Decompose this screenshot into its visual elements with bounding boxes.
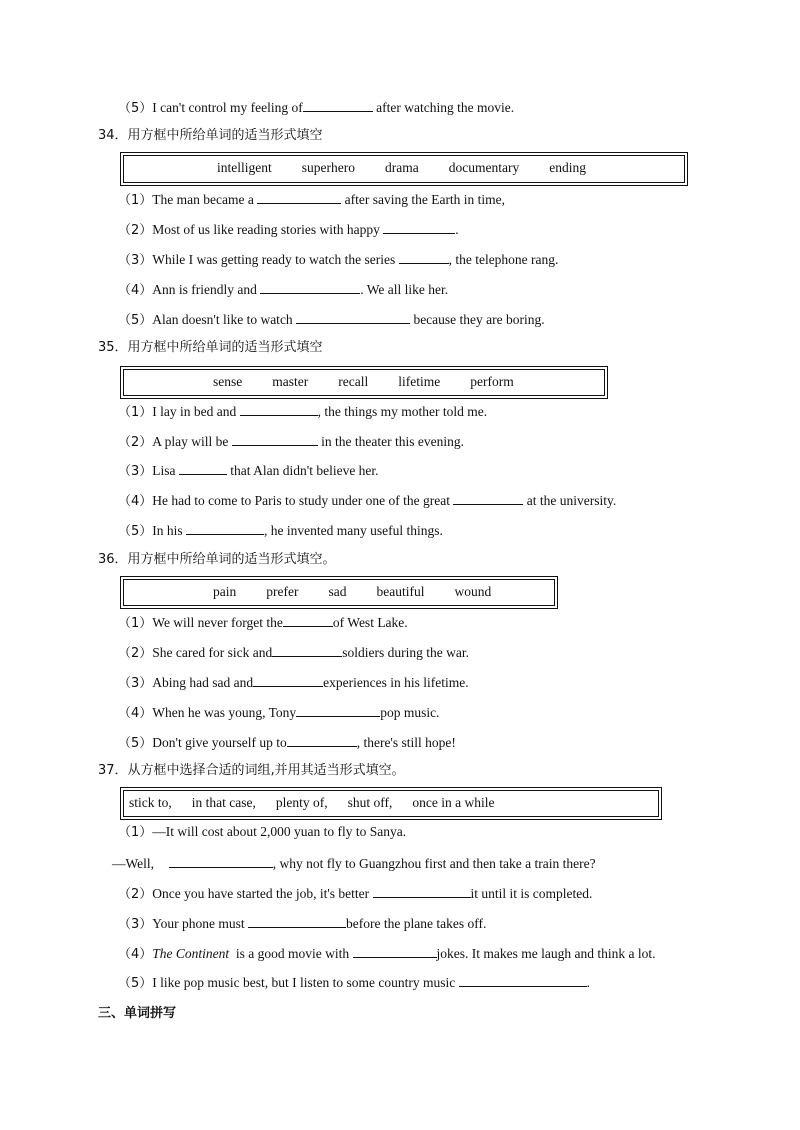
answer-blank[interactable] [287, 732, 357, 747]
q34-word-list [217, 159, 616, 177]
item-text-before: While I was getting ready to watch the series [152, 252, 399, 267]
item-text-after: . [455, 222, 459, 237]
item-number: （1） [118, 616, 153, 631]
item-text-before: The man became a [152, 192, 258, 207]
word-bank-item: pain [213, 584, 237, 599]
item-text-before: Most of us like reading stories with happy [152, 222, 384, 237]
q36-word-list [213, 583, 521, 601]
item-text-after: that Alan didn't believe her. [226, 463, 379, 478]
item-number: （1） [118, 405, 153, 420]
item-number: （1） [118, 193, 153, 208]
item-text-after: , the things my mother told me. [317, 404, 488, 419]
q36-item-3 [118, 672, 469, 693]
word-bank-item: lifetime [398, 374, 441, 389]
item-text: —It will cost about 2,000 yuan to fly to Sanya. [152, 824, 407, 839]
word-bank-item: stick to, [129, 795, 172, 810]
item-text-before: I like pop music best, but I listen to some country music [152, 975, 459, 990]
item-text-after: after saving the Earth in time, [341, 192, 506, 207]
item-text-before: Ann is friendly and [152, 282, 261, 297]
q35-word-box [120, 366, 608, 399]
word-bank-item: in that case, [191, 795, 256, 810]
item-text-after: , why not fly to Guangzhou first and then take a train there? [272, 856, 596, 871]
answer-blank[interactable] [169, 853, 273, 868]
q35-item-5 [118, 520, 443, 541]
answer-blank[interactable] [186, 520, 264, 535]
q34-item-5 [118, 309, 545, 330]
answer-blank[interactable] [373, 883, 471, 898]
movie-title: The Continent [152, 946, 230, 961]
item-text-before: is a good movie with [229, 946, 353, 961]
word-bank-item: recall [338, 374, 369, 389]
item-text-before: A play will be [152, 434, 232, 449]
answer-blank[interactable] [283, 612, 333, 627]
q36-title: 36．用方框中所给单词的适当形式填空。 [98, 552, 336, 567]
item-text-after: . We all like her. [360, 282, 449, 297]
answer-blank[interactable] [240, 401, 318, 416]
item-number: （4） [118, 494, 153, 509]
item-text-after: it until it is completed. [470, 886, 593, 901]
word-bank-item: sad [328, 584, 347, 599]
word-bank-item: wound [454, 584, 492, 599]
item-text-after: at the university. [523, 493, 617, 508]
section-3-heading: 三、单词拼写 [98, 1006, 177, 1021]
word-bank-item: once in a while [412, 795, 495, 810]
item-number: （5） [118, 736, 153, 751]
answer-blank[interactable] [296, 309, 410, 324]
q35-title: 35．用方框中所给单词的适当形式填空 [98, 340, 323, 355]
answer-blank[interactable] [399, 249, 449, 264]
answer-blank[interactable] [383, 219, 455, 234]
q34-item-1 [118, 189, 505, 210]
item-text-before: She cared for sick and [152, 645, 273, 660]
item-number: （3） [118, 253, 153, 268]
answer-blank[interactable] [272, 642, 342, 657]
item-text-before: Alan doesn't like to watch [152, 312, 297, 327]
q34-title: 34．用方框中所给单词的适当形式填空 [98, 128, 323, 143]
item-text-before: Don't give yourself up to [152, 735, 287, 750]
answer-blank[interactable] [459, 972, 587, 987]
word-bank-item: intelligent [217, 160, 272, 175]
q35-item-3 [118, 460, 379, 481]
item-number: （5） [118, 101, 153, 116]
item-text-after: before the plane takes off. [346, 916, 487, 931]
item-text-after: , he invented many useful things. [264, 523, 443, 538]
item-number: （4） [118, 706, 153, 721]
item-text-before: I can't control my feeling of [152, 100, 303, 115]
q35-item-4 [118, 490, 616, 511]
q37-item-5 [118, 972, 590, 993]
item-number: （5） [118, 524, 153, 539]
answer-blank[interactable] [232, 431, 318, 446]
answer-blank[interactable] [179, 460, 227, 475]
item-text-after: jokes. It makes me laugh and think a lot. [436, 946, 656, 961]
item-text-before: I lay in bed and [152, 404, 240, 419]
item-text-before: Abing had sad and [152, 675, 254, 690]
item-number: （3） [118, 464, 153, 479]
item-text-before: In his [152, 523, 187, 538]
item-text-after: in the theater this evening. [317, 434, 464, 449]
q37-title: 37．从方框中选择合适的词组,并用其适当形式填空。 [98, 763, 405, 778]
q37-item-2 [118, 883, 592, 904]
q34-item-4 [118, 279, 448, 300]
item-text-after: , there's still hope! [356, 735, 456, 750]
word-bank-item: ending [549, 160, 586, 175]
answer-blank[interactable] [248, 913, 346, 928]
answer-blank[interactable] [303, 97, 373, 112]
word-bank-item: perform [470, 374, 514, 389]
answer-blank[interactable] [257, 189, 341, 204]
answer-blank[interactable] [260, 279, 360, 294]
item-number: （2） [118, 887, 153, 902]
word-bank-item: documentary [448, 160, 520, 175]
item-text-after: because they are boring. [410, 312, 545, 327]
q33-item-5 [118, 97, 514, 118]
word-bank-item: plenty of, [275, 795, 328, 810]
item-number: （2） [118, 223, 153, 238]
word-bank-item: beautiful [376, 584, 425, 599]
q37-item-1-answer [112, 853, 596, 873]
answer-blank[interactable] [296, 702, 380, 717]
item-text-after: . [586, 975, 590, 990]
word-bank-item: drama [384, 160, 419, 175]
word-bank-item: prefer [266, 584, 299, 599]
word-bank-item: master [272, 374, 309, 389]
word-bank-item: shut off, [347, 795, 393, 810]
q36-item-5 [118, 732, 456, 753]
item-text-before: We will never forget the [152, 615, 283, 630]
item-text-after: , the telephone rang. [448, 252, 559, 267]
item-text-after: experiences in his lifetime. [323, 675, 469, 690]
item-number: （2） [118, 435, 153, 450]
word-bank-item: superhero [301, 160, 355, 175]
q34-item-3 [118, 249, 558, 270]
item-number: （4） [118, 283, 153, 298]
item-text-before: Once you have started the job, it's better [152, 886, 373, 901]
q37-word-box [120, 787, 662, 820]
item-number: （1） [118, 825, 153, 840]
q36-item-4 [118, 702, 439, 723]
item-number: （3） [118, 676, 153, 691]
q37-item-3 [118, 913, 486, 934]
q35-item-2 [118, 431, 464, 452]
item-text-before: Your phone must [152, 916, 249, 931]
item-number: （4） [118, 947, 153, 962]
word-bank-item: sense [213, 374, 243, 389]
item-text-before: Lisa [152, 463, 179, 478]
item-text-after: soldiers during the war. [342, 645, 469, 660]
item-text-after: pop music. [380, 705, 440, 720]
q35-item-1 [118, 401, 487, 422]
item-text-before: When he was young, Tony [152, 705, 297, 720]
item-text-before: He had to come to Paris to study under one of the great [152, 493, 454, 508]
item-text-before: —Well, [112, 856, 161, 871]
answer-blank[interactable] [353, 943, 437, 958]
item-number: （5） [118, 313, 153, 328]
answer-blank[interactable] [253, 672, 323, 687]
q36-item-1 [118, 612, 408, 633]
q37-word-list [129, 794, 524, 812]
q35-word-list [213, 373, 544, 391]
item-number: （3） [118, 917, 153, 932]
q37-item-1-question [118, 823, 406, 842]
q37-item-4 [118, 943, 655, 964]
q34-word-box [120, 152, 688, 186]
item-text-after: of West Lake. [332, 615, 408, 630]
q34-item-2 [118, 219, 459, 240]
item-text-after: after watching the movie. [372, 100, 515, 115]
q36-word-box [120, 576, 558, 609]
q36-item-2 [118, 642, 469, 663]
item-number: （2） [118, 646, 153, 661]
answer-blank[interactable] [453, 490, 523, 505]
item-number: （5） [118, 976, 153, 991]
